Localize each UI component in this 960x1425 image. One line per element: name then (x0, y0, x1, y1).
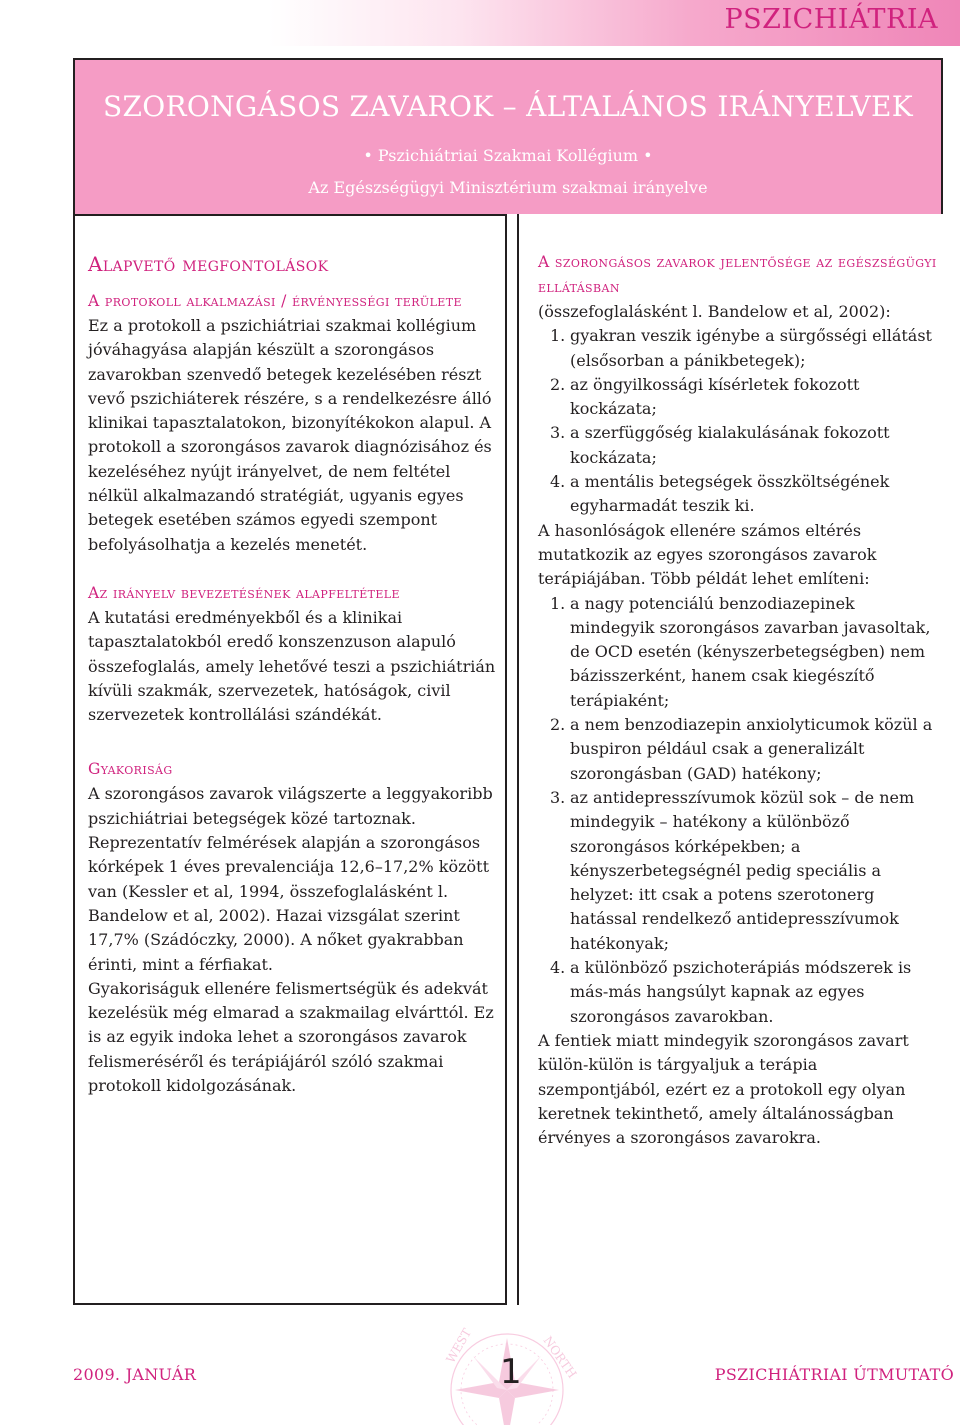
paragraph-scope: Ez a protokoll a pszichiátriai szakmai kollégium jóváhagyása alapján készült a szorongásos zavarokban szenvedő betegek kezelésében részt vevő pszichiáterek részére, s a rendelkezésre álló klinikai tapasztalatokon, bizonyítékokon alapul. A protokoll a szorongásos zavarok diagnózisához és kezeléséhez nyújt irányelvet, de nem feltétel nélkül alkalmazandó stratégiát, ugyanis egyes betegek esetében számos egyedi szempont befolyásolhatja a kezelés menetét. (88, 316, 492, 554)
article-organization: • Pszichiátriai Szakmai Kollégium • (363, 146, 653, 165)
top-section-bar (0, 0, 960, 46)
heading-basic-considerations: Alapvető megfontolások (88, 252, 329, 276)
right-column (517, 214, 943, 1305)
compass-label-west: WEST (443, 1326, 475, 1366)
list-item: 1. a nagy potenciálú benzodiazepinek mindegyik szorongásos zavarban javasoltak, de OCD esetén (kényszerbetegségben) nem bázisszerként, hanem csak kiegészítő terápiaként; (550, 593, 931, 710)
importance-intro: (összefoglalásként l. Bandelow et al, 2002): (538, 302, 891, 321)
left-column (73, 214, 507, 1305)
list-item: 1. gyakran veszik igénybe a sürgősségi ellátást (elsősorban a pánikbetegek); (550, 326, 932, 370)
heading-frequency: Gyakoriság (88, 760, 173, 779)
article-title: SZORONGÁSOS ZAVAROK – ÁLTALÁNOS IRÁNYELVEK (103, 90, 913, 123)
compass-label-north: NORTH (540, 1333, 580, 1381)
list-item: 3. az antidepresszívumok közül sok – de nem mindegyik – hatékony a különböző szorongásos kórképekben; a kényszerbetegségnél pedig speciális a helyzet: itt csak a potens szerotonerg hatással rendelkező antidepresszívumok hatékonyak; (550, 787, 915, 953)
heading-scope: A protokoll alkalmazási / érvényességi területe (88, 292, 462, 310)
section-title: PSZICHIÁTRIA (724, 4, 938, 35)
article-subtitle: Az Egészségügyi Minisztérium szakmai irányelve (308, 178, 708, 197)
paragraph-frequency-1: A szorongásos zavarok világszerte a leggyakoribb pszichiátriai betegségek közé tartoznak. Reprezentatív felmérések alapján a szorongásos kórképek 1 éves prevalenciája 12,6–17,2% között van (Kessler et al, 1994, összefoglalásként l. Bandelow et al, 2002). Hazai vizsgálat szerint 17,7% (Szádóczky, 2000). A nőket gyakrabban érinti, mint a férfiakat. (88, 784, 493, 974)
list-item: 4. a különböző pszichoterápiás módszerek is más-más hangsúlyt kapnak az egyes szorongásos zavarokban. (550, 958, 912, 1026)
footer-publication: PSZICHIÁTRIAI ÚTMUTATÓ (714, 1365, 954, 1384)
list-item: 3. a szerfüggőség kialakulásának fokozott kockázata; (550, 423, 890, 467)
heading-importance: A szorongásos zavarok jelentősége az egészségügyi ellátásban (538, 253, 937, 296)
list-item: 4. a mentális betegségek összköltségének egyharmadát teszik ki. (550, 472, 890, 516)
article-header (73, 58, 943, 214)
page-number: 1 (500, 1352, 522, 1392)
list-item: 2. a nem benzodiazepin anxiolyticumok közül a buspiron például csak a generalizált szorongásban (GAD) hatékony; (550, 715, 933, 783)
differences-list (538, 592, 943, 1029)
importance-list (538, 324, 943, 518)
footer-date: 2009. JANUÁR (73, 1365, 197, 1384)
paragraph-frequency-2: Gyakoriságuk ellenére felismertségük és adekvát kezelésük még elmarad a szakmailag elvárttól. Ez is az egyik indoka lehet a szorongásos zavarok felismeréséről és terápiájáról szóló szakmai protokoll kidolgozásának. (88, 978, 494, 1096)
list-item: 2. az öngyilkossági kísérletek fokozott kockázata; (550, 374, 860, 419)
paragraph-differences: A hasonlóságok ellenére számos eltérés mutatkozik az egyes szorongásos zavarok terápiájában. Több példát lehet említeni: (538, 520, 877, 589)
heading-premise: Az irányelv bevezetésének alapfeltétele (88, 583, 400, 602)
paragraph-conclusion: A fentiek miatt mindegyik szorongásos zavart külön-külön is tárgyaljuk a terápia szempontjából, ezért ez a protokoll egy olyan keretnek tekinthető, amely általánosságban érvényes a szorongásos zavarokra. (538, 1030, 909, 1148)
paragraph-premise: A kutatási eredményekből és a klinikai tapasztalatokból eredő konszenzuson alapuló összefoglalás, amely lehetővé teszi a pszichiátrián kívüli szakmák, szervezetek, hatóságok, civil szervezetek kontrollálási szándékát. (88, 607, 496, 725)
